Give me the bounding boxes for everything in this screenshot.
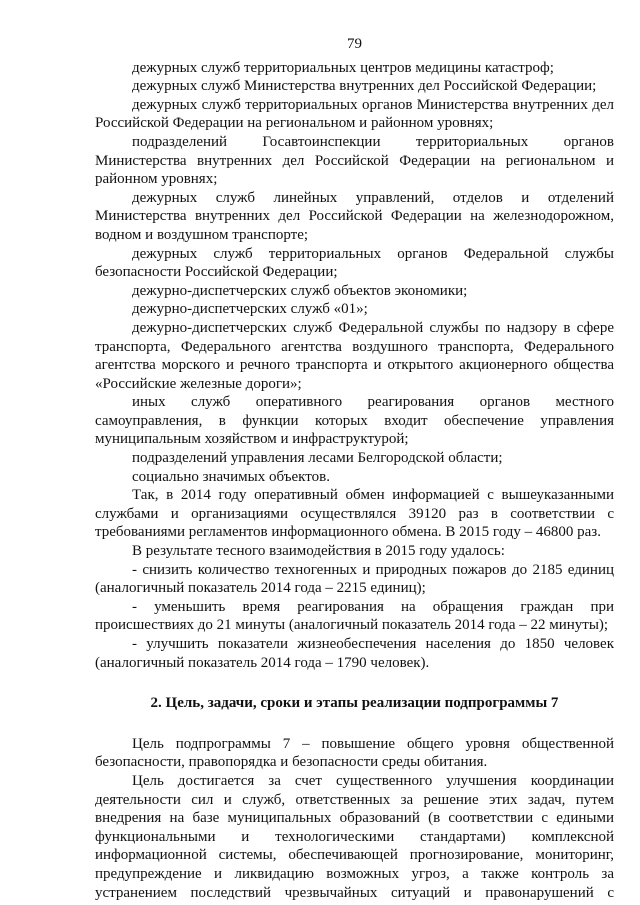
- paragraph: дежурно-диспетчерских служб объектов экономики;: [132, 282, 468, 299]
- paragraph: подразделений управления лесами Белгородской области;: [132, 450, 503, 467]
- text-block-top: [95, 59, 614, 673]
- text-block-bottom: [95, 735, 614, 902]
- list-item: - уменьшить время реагирования на обращения граждан при происшествиях до 21 минуты (аналогичный показатель 2014 года – 22 минуты);: [95, 598, 614, 634]
- paragraph: дежурно-диспетчерских служб «01»;: [132, 301, 368, 318]
- paragraph: дежурных служб территориальных органов Министерства внутренних дел Российской Федерации на региональном и районном уровнях;: [95, 96, 614, 132]
- paragraph: социально значимых объектов.: [132, 468, 330, 485]
- section-heading: 2. Цель, задачи, сроки и этапы реализации подпрограммы 7: [150, 695, 559, 712]
- paragraph: Так, в 2014 году оперативный обмен информацией с вышеуказанными службами и организациями осуществлялся 39120 раз в соответствии с требованиями регламентов информационного обмена. В 2015 году – 46800 раз.: [95, 487, 614, 541]
- paragraph: иных служб оперативного реагирования органов местного самоуправления, в функции которых входит обеспечение управления муниципальным хозяйством и инфраструктурой;: [95, 394, 614, 448]
- paragraph: В результате тесного взаимодействия в 2015 году удалось:: [132, 543, 505, 560]
- paragraph: Цель подпрограммы 7 – повышение общего уровня общественной безопасности, правопорядка и безопасности среды обитания.: [95, 735, 614, 771]
- list-item: - снизить количество техногенных и природных пожаров до 2185 единиц (аналогичный показатель 2014 года – 2215 единиц);: [95, 561, 614, 597]
- paragraph: дежурных служб Министерства внутренних дел Российской Федерации;: [132, 78, 597, 95]
- page-number: 79: [347, 36, 362, 52]
- paragraph: дежурных служб территориальных центров медицины катастроф;: [132, 59, 554, 76]
- paragraph: дежурных служб линейных управлений, отделов и отделений Министерства внутренних дел Российской Федерации на железнодорожном, водном и воздушном транспорте;: [95, 189, 614, 243]
- paragraph: дежурно-диспетчерских служб Федеральной службы по надзору в сфере транспорта, Федерального агентства воздушного транспорта, Федерального агентства морского и речного транспорта и открытого акционерного общества «Российские железные дороги»;: [95, 319, 614, 392]
- paragraph: Цель достигается за счет существенного улучшения координации деятельности сил и служб, ответственных за решение этих задач, путем внедрения на базе муниципальных образований (в соответствии с едиными функциональными и технологическими стандартами) комплексной информационной системы, обеспечивающей прогнозирование, мониторинг, предупреждение и ликвидацию возможных угроз, а также контроль за устранением последствий чрезвычайных ситуаций и правонарушений с: [95, 772, 614, 901]
- list-item: - улучшить показатели жизнеобеспечения населения до 1850 человек (аналогичный показатель 2014 года – 1790 человек).: [95, 636, 614, 671]
- paragraph: подразделений Госавтоинспекции территориальных органов Министерства внутренних дел Российской Федерации на региональном и районном уровнях;: [95, 133, 614, 188]
- paragraph: дежурных служб территориальных органов Федеральной службы безопасности Российской Федерации;: [95, 245, 614, 281]
